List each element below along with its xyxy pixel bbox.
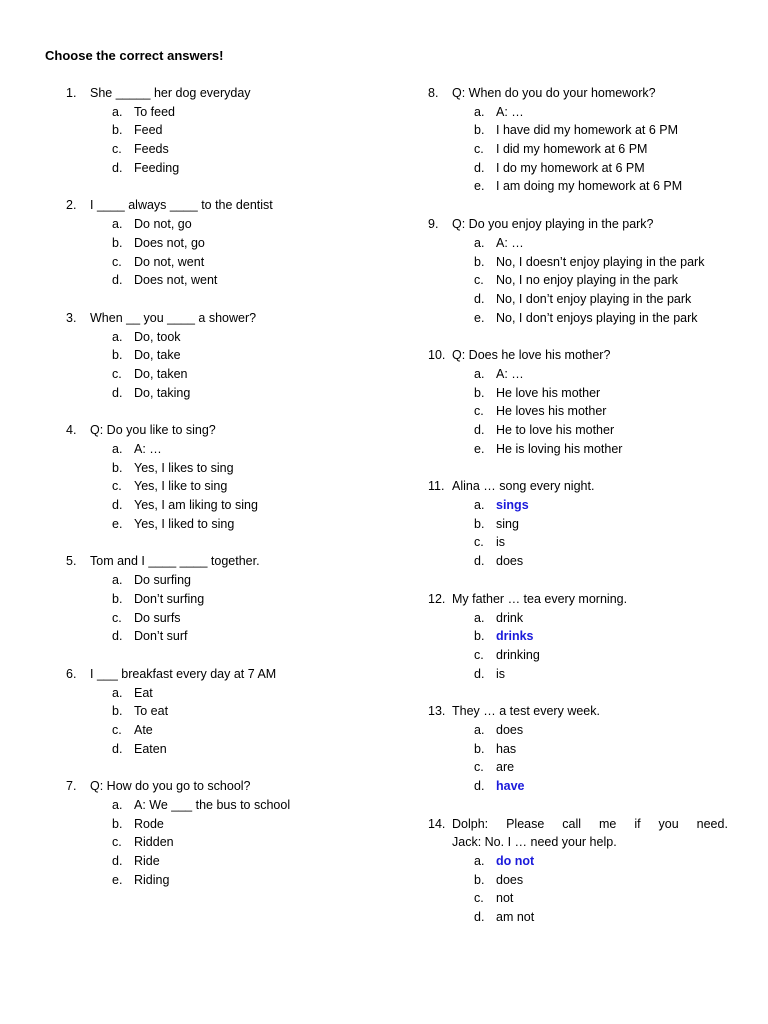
option-text: not (496, 891, 514, 906)
option-text: Yes, I likes to sing (134, 460, 234, 475)
option-text: A: … (134, 442, 162, 456)
question-item (428, 84, 728, 196)
question-line (66, 84, 386, 103)
question-number: 4. (66, 423, 77, 438)
answer-option (66, 346, 386, 365)
option-text: He loves his mother (496, 404, 607, 419)
option-text: No, I don’t enjoys playing in the park (496, 310, 698, 325)
option-letter: d. (112, 160, 123, 175)
answer-option (428, 234, 728, 253)
question-word: you (658, 816, 679, 831)
question-text: Q: Does he love his mother? (452, 348, 611, 363)
question-number: 10. (428, 348, 446, 363)
answer-option (428, 627, 728, 646)
right-question-column (428, 84, 728, 927)
option-letter: b. (112, 123, 123, 138)
question-item (428, 815, 728, 927)
option-letter: b. (112, 460, 123, 475)
answer-option (66, 103, 386, 122)
answer-option (66, 477, 386, 496)
question-number: 14. (428, 816, 446, 831)
correct-answer-text: sings (496, 498, 529, 513)
question-text: Q: Do you like to sing? (90, 423, 216, 438)
option-letter: b. (474, 254, 485, 269)
option-letter: a. (112, 329, 123, 344)
option-text: Yes, I am liking to sing (134, 498, 258, 513)
option-text: Riding (134, 872, 170, 887)
answer-option (66, 684, 386, 703)
spacer (428, 327, 728, 346)
option-letter: e. (474, 441, 485, 456)
answer-option (66, 609, 386, 628)
page-title: Choose the correct answers! (45, 48, 224, 63)
answer-option (428, 777, 728, 796)
option-text: does (496, 722, 524, 737)
option-text: A: We ___ the bus to school (134, 798, 291, 812)
answer-option (428, 384, 728, 403)
question-word: me (599, 816, 617, 831)
question-text: Alina … song every night. (452, 479, 595, 494)
question-line (66, 309, 386, 328)
option-text: drinking (496, 647, 540, 662)
option-text: Eat (134, 685, 153, 700)
answer-option (428, 871, 728, 890)
spacer (66, 402, 386, 421)
question-line (66, 421, 386, 440)
spacer (428, 458, 728, 477)
spacer (428, 196, 728, 215)
question-number: 8. (428, 86, 439, 100)
question-text: I ____ always ____ to the dentist (90, 198, 273, 213)
question-word: if (634, 816, 641, 831)
option-text: Yes, I like to sing (134, 479, 228, 494)
option-text: Do not, went (134, 254, 205, 269)
option-text: Feed (134, 123, 163, 138)
question-item (428, 346, 728, 458)
question-text: My father … tea every morning. (452, 591, 628, 606)
option-letter: a. (112, 798, 123, 812)
question-word: need. (696, 816, 728, 831)
option-letter: e. (112, 872, 123, 887)
option-text: Do, taking (134, 385, 191, 400)
option-text: Do, take (134, 348, 181, 363)
option-letter: c. (112, 610, 122, 625)
answer-option (428, 758, 728, 777)
option-letter: e. (112, 516, 123, 531)
answer-option (428, 271, 728, 290)
option-text: I have did my homework at 6 PM (496, 123, 679, 138)
option-text: Do surfing (134, 573, 191, 588)
question-item (428, 702, 728, 795)
option-letter: b. (474, 385, 485, 400)
answer-option (66, 121, 386, 140)
answer-option (66, 721, 386, 740)
question-item (66, 552, 386, 645)
answer-option (66, 852, 386, 871)
question-word: Please (506, 816, 545, 831)
option-text: Do, taken (134, 366, 188, 381)
option-letter: d. (474, 910, 485, 925)
option-text: Ate (134, 722, 153, 737)
option-text: Rode (134, 816, 164, 831)
option-letter: c. (474, 273, 484, 288)
option-text: A: … (496, 366, 524, 381)
answer-option (66, 796, 386, 815)
option-letter: b. (474, 741, 485, 756)
answer-option (66, 815, 386, 834)
question-number: 1. (66, 86, 77, 100)
question-number: 11. (428, 479, 445, 494)
question-word: call (562, 816, 582, 831)
question-item (428, 590, 728, 683)
option-letter: a. (112, 685, 123, 700)
option-text: A: … (496, 235, 524, 250)
option-letter: b. (112, 591, 123, 606)
question-number: 2. (66, 198, 77, 213)
answer-option (66, 253, 386, 272)
option-letter: b. (474, 123, 485, 138)
answer-option (66, 515, 386, 534)
answer-option (66, 140, 386, 159)
option-text: A: … (496, 104, 524, 119)
question-text: They … a test every week. (452, 704, 600, 719)
option-letter: a. (474, 610, 485, 625)
answer-option (66, 459, 386, 478)
option-letter: d. (474, 160, 485, 175)
option-letter: d. (474, 666, 485, 681)
question-number: 12. (428, 591, 446, 606)
question-line (428, 346, 728, 365)
question-text: Tom and I ____ ____ together. (90, 554, 260, 569)
option-letter: d. (112, 498, 123, 513)
question-item (66, 421, 386, 533)
answer-option (428, 552, 728, 571)
option-text: Ridden (134, 835, 174, 850)
question-line (428, 702, 728, 721)
question-line (428, 590, 728, 609)
answer-option (66, 234, 386, 253)
option-text: He love his mother (496, 385, 601, 400)
option-letter: b. (112, 704, 123, 719)
option-letter: d. (474, 554, 485, 569)
option-text: Does not, go (134, 235, 205, 250)
question-number: 7. (66, 779, 77, 794)
spacer (66, 646, 386, 665)
answer-option (428, 421, 728, 440)
option-text: I am doing my homework at 6 PM (496, 179, 683, 194)
answer-option (66, 702, 386, 721)
question-number: 5. (66, 554, 77, 569)
question-line (428, 477, 728, 496)
option-letter: a. (474, 854, 485, 869)
answer-option (66, 159, 386, 178)
answer-option (66, 496, 386, 515)
option-text: Do, took (134, 329, 181, 344)
spacer (66, 177, 386, 196)
spacer (428, 796, 728, 815)
option-letter: b. (474, 872, 485, 887)
option-letter: a. (474, 366, 485, 381)
spacer (66, 758, 386, 777)
option-text: I do my homework at 6 PM (496, 160, 645, 175)
question-line (428, 84, 728, 103)
question-text: Q: Do you enjoy playing in the park? (452, 217, 654, 232)
answer-option (66, 627, 386, 646)
answer-option (428, 533, 728, 552)
option-letter: c. (474, 535, 484, 550)
answer-option (428, 177, 728, 196)
option-letter: b. (112, 816, 123, 831)
question-text-continued: Jack: No. I … need your help. (452, 835, 617, 850)
question-item (66, 84, 386, 177)
answer-option (66, 871, 386, 890)
question-line-2 (428, 833, 728, 852)
option-letter: c. (112, 479, 122, 494)
option-text: am not (496, 910, 535, 925)
option-letter: a. (112, 104, 123, 119)
answer-option (428, 515, 728, 534)
option-letter: e. (474, 179, 485, 194)
spacer (428, 571, 728, 590)
option-letter: a. (474, 235, 485, 250)
option-text: No, I doesn’t enjoy playing in the park (496, 254, 705, 269)
option-letter: c. (112, 722, 122, 737)
option-letter: b. (474, 629, 485, 644)
option-letter: c. (112, 254, 122, 269)
option-letter: a. (474, 722, 485, 737)
question-number: 9. (428, 217, 439, 232)
spacer (66, 290, 386, 309)
question-number: 13. (428, 704, 446, 719)
answer-option (428, 309, 728, 328)
answer-option (428, 402, 728, 421)
answer-option (428, 496, 728, 515)
option-text: are (496, 760, 515, 775)
option-text: is (496, 535, 506, 550)
question-line (428, 215, 728, 234)
answer-option (428, 121, 728, 140)
option-text: drink (496, 610, 524, 625)
option-text: Don’t surf (134, 629, 188, 644)
option-letter: d. (474, 779, 485, 793)
answer-option (66, 571, 386, 590)
option-letter: c. (474, 760, 484, 775)
correct-answer-text: have (496, 779, 525, 793)
answer-option (428, 103, 728, 122)
question-line (428, 815, 728, 834)
option-text: No, I no enjoy playing in the park (496, 273, 679, 288)
question-text: I ___ breakfast every day at 7 AM (90, 666, 277, 681)
option-text: does (496, 872, 524, 887)
question-text: When __ you ____ a shower? (90, 310, 257, 325)
spacer (428, 683, 728, 702)
question-line (66, 777, 386, 796)
option-text: I did my homework at 6 PM (496, 142, 648, 157)
option-letter: c. (474, 142, 484, 157)
answer-option (428, 159, 728, 178)
answer-option (66, 440, 386, 459)
answer-option (428, 889, 728, 908)
option-letter: c. (474, 404, 484, 419)
question-item (66, 309, 386, 402)
question-item (66, 665, 386, 758)
option-text: Do not, go (134, 217, 192, 232)
answer-option (428, 740, 728, 759)
option-letter: d. (112, 385, 123, 400)
answer-option (428, 609, 728, 628)
option-text: Do surfs (134, 610, 181, 625)
question-line (66, 552, 386, 571)
option-letter: c. (474, 647, 484, 662)
question-item (428, 477, 728, 570)
answer-option (428, 140, 728, 159)
option-letter: d. (112, 273, 123, 288)
answer-option (66, 740, 386, 759)
option-text: Ride (134, 854, 160, 869)
answer-option (428, 852, 728, 871)
option-letter: d. (112, 629, 123, 644)
option-letter: d. (474, 291, 485, 306)
option-text: Feeding (134, 160, 180, 175)
answer-option (66, 590, 386, 609)
option-text: Eaten (134, 741, 167, 756)
option-letter: b. (112, 235, 123, 250)
answer-option (66, 328, 386, 347)
answer-option (428, 665, 728, 684)
option-text: To feed (134, 104, 176, 119)
option-letter: b. (112, 348, 123, 363)
option-text: He to love his mother (496, 423, 615, 437)
question-text (452, 815, 728, 834)
option-letter: c. (474, 891, 484, 906)
answer-option (428, 440, 728, 459)
option-letter: c. (112, 366, 122, 381)
question-item (66, 777, 386, 889)
correct-answer-text: do not (496, 854, 535, 869)
question-line (66, 196, 386, 215)
answer-option (66, 365, 386, 384)
question-text: Q: When do you do your homework? (452, 86, 656, 100)
option-letter: b. (474, 516, 485, 531)
option-text: has (496, 741, 517, 756)
option-text: No, I don’t enjoy playing in the park (496, 291, 692, 306)
answer-option (428, 365, 728, 384)
option-letter: a. (112, 573, 123, 588)
option-letter: e. (474, 310, 485, 325)
option-text: To eat (134, 704, 169, 719)
question-number: 6. (66, 666, 77, 681)
option-text: Feeds (134, 142, 169, 157)
answer-option (66, 271, 386, 290)
question-line (66, 665, 386, 684)
option-letter: d. (112, 854, 123, 869)
answer-option (66, 384, 386, 403)
option-text: Yes, I liked to sing (134, 516, 235, 531)
option-text: is (496, 666, 506, 681)
option-text: Don’t surfing (134, 591, 205, 606)
answer-option (66, 215, 386, 234)
question-item (428, 215, 728, 327)
option-letter: a. (112, 217, 123, 232)
option-letter: a. (474, 498, 485, 513)
option-letter: c. (112, 142, 122, 157)
option-letter: d. (474, 423, 485, 437)
answer-option (428, 253, 728, 272)
question-text: She _____ her dog everyday (90, 86, 251, 100)
question-number: 3. (66, 310, 77, 325)
answer-option (428, 721, 728, 740)
left-question-column (66, 84, 386, 889)
question-item (66, 196, 386, 289)
answer-option (428, 646, 728, 665)
question-word: Dolph: (452, 816, 489, 831)
option-text: sing (496, 516, 519, 531)
option-letter: a. (474, 104, 485, 119)
answer-option (428, 290, 728, 309)
option-letter: c. (112, 835, 122, 850)
spacer (66, 533, 386, 552)
option-letter: d. (112, 741, 123, 756)
answer-option (66, 833, 386, 852)
question-indent (428, 833, 452, 852)
question-text: Q: How do you go to school? (90, 779, 251, 794)
correct-answer-text: drinks (496, 629, 534, 644)
answer-option (428, 908, 728, 927)
option-text: does (496, 554, 524, 569)
option-letter: a. (112, 442, 123, 456)
option-text: He is loving his mother (496, 441, 623, 456)
option-text: Does not, went (134, 273, 218, 288)
